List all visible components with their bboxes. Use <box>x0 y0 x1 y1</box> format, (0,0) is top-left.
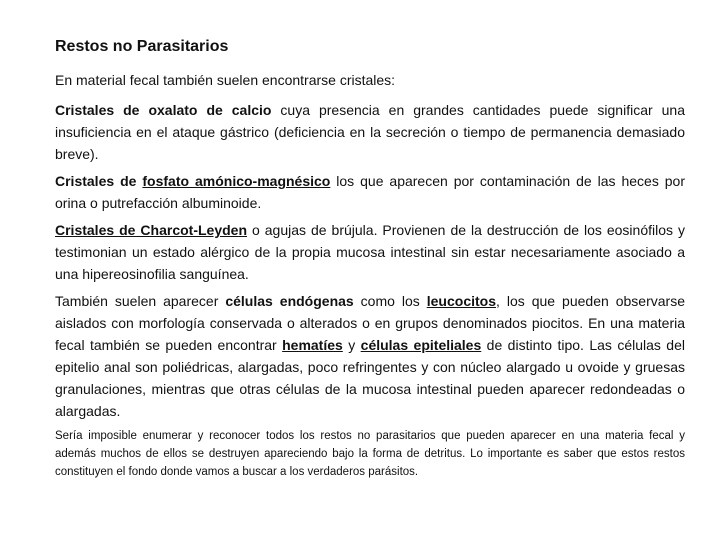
term-celulas-endogenas: células endógenas <box>225 293 354 309</box>
link-hematies[interactable]: hematíes <box>282 337 343 353</box>
intro-paragraph: En material fecal también suelen encontrarse cristales: <box>55 72 396 88</box>
link-charcot-leyden[interactable]: Cristales de Charcot-Leyden <box>55 222 248 238</box>
link-celulas-epiteliales[interactable]: células epiteliales <box>360 337 482 353</box>
note-paragraph: Sería imposible enumerar y reconocer todos los restos no parasitarios que pueden aparecer en una materia fecal y además muchos de ellos se destruyen apareciendo bajo la forma de detritus. Lo importante es saber que estos restos constituyen el fondo donde vamos a buscar a los verdaderos parásitos. <box>55 430 685 478</box>
text-segment: y <box>342 337 361 353</box>
paragraph-charcot-text: o agujas de brújula. Provienen de la destrucción de los eosinófilos y testimonian un estado alérgico de la propia mucosa intestinal sin estar necesariamente asociado a una hipereosinofilia sanguínea. <box>55 222 685 282</box>
paragraph-oxalato <box>55 99 685 165</box>
term-oxalato: Cristales de oxalato de calcio <box>55 102 272 118</box>
link-fosfato[interactable]: fosfato amónico-magnésico <box>142 173 331 189</box>
link-leucocitos[interactable]: leucocitos <box>426 293 496 309</box>
document-body <box>55 36 685 481</box>
text-segment: de distinto tipo. Las células del epitelio anal son poliédricas, alargadas, poco refringentes y con núcleo alargado u ovoide y gruesas granulaciones, mientras que otras células de la mucosa intestinal pueden aparecer redondeadas o alargadas. <box>55 337 685 419</box>
paragraph-oxalato-text: cuya presencia en grandes cantidades puede significar una insuficiencia en el ataque gástrico (deficiencia en la secreción o tiempo de permanencia demasiado breve). <box>55 102 685 162</box>
term-prefix: Cristales de <box>55 173 143 189</box>
paragraph-celulas <box>55 290 685 422</box>
paragraph-fosfato-text: los que aparecen por contaminación de las heces por orina o putrefacción albuminoide. <box>55 173 686 211</box>
text-segment: como los <box>353 293 427 309</box>
text-segment: También suelen aparecer <box>55 293 226 309</box>
text-segment: , los que pueden observarse aislados con morfología conservada o alterados o en grupos denominados piocitos. En una materia fecal también se pueden encontrar <box>55 293 685 353</box>
page-title: Restos no Parasitarios <box>55 38 229 55</box>
paragraph-charcot <box>55 219 685 285</box>
paragraph-fosfato <box>55 170 685 214</box>
